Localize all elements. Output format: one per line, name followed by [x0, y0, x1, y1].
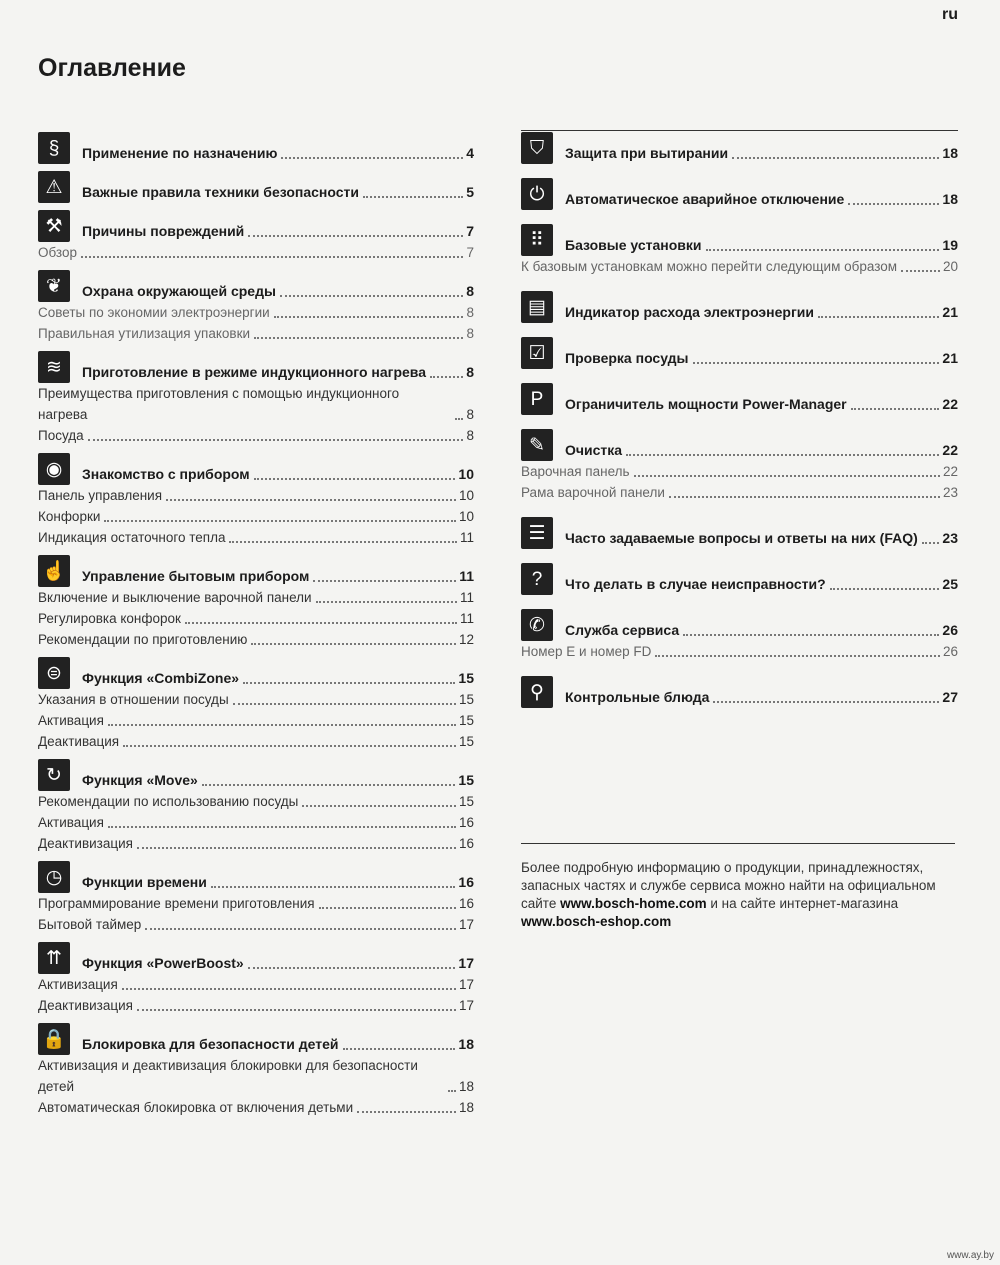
- toc-subentry-label: Номер E и номер FD: [521, 644, 652, 659]
- toc-heading-label: Автоматическое аварийное отключение: [565, 191, 845, 207]
- toc-subentry[interactable]: [38, 893, 474, 914]
- toc-page-number: 18: [458, 1100, 474, 1115]
- toc-page-number: 17: [458, 955, 474, 971]
- toc-subentry-label: Программирование времени приготовления: [38, 896, 315, 911]
- toc-heading[interactable]: [82, 210, 474, 242]
- hammer-icon: ⚒: [38, 210, 70, 242]
- toc-page-number: 8: [466, 326, 474, 341]
- toc-subentry-label: Активация: [38, 713, 104, 728]
- toc-section: [521, 132, 958, 164]
- toc-section: [521, 517, 958, 549]
- toc-page-number: 21: [942, 350, 958, 366]
- dot-leader: [123, 745, 456, 747]
- toc-subentry[interactable]: [38, 302, 474, 323]
- toc-subentry-label: Деактивизация: [38, 836, 133, 851]
- toc-heading[interactable]: [565, 517, 958, 549]
- toc-heading-label: Служба сервиса: [565, 622, 680, 638]
- toc-page-number: 18: [458, 1036, 474, 1052]
- toc-subentry-label: Указания в отношении посуды: [38, 692, 229, 707]
- toc-section: [521, 224, 958, 277]
- toc-subentry-label: Деактивизация: [38, 998, 133, 1013]
- toc-heading[interactable]: [565, 383, 958, 415]
- dot-leader: [122, 988, 456, 990]
- toc-page-number: 17: [458, 977, 474, 992]
- toc-heading[interactable]: [82, 657, 474, 689]
- hand-cooktop-icon: ☝: [38, 555, 70, 587]
- toc-subentry[interactable]: [38, 323, 474, 344]
- dot-leader: [137, 1009, 456, 1011]
- eshop-link[interactable]: www.bosch-eshop.com: [521, 914, 672, 929]
- toc-heading[interactable]: [82, 351, 474, 383]
- toc-heading-label: Функция «Move»: [82, 772, 198, 788]
- toc-page-number: 8: [466, 364, 474, 380]
- toc-page-number: 8: [466, 428, 474, 443]
- toc-heading[interactable]: [82, 759, 474, 791]
- info-text-2: и на сайте интернет-магазина: [706, 896, 899, 911]
- toc-page-number: 7: [466, 223, 474, 239]
- toc-subentry-label: Советы по экономии электроэнергии: [38, 305, 270, 320]
- toc-heading[interactable]: [565, 429, 958, 461]
- powerboost-icon: ⇈: [38, 942, 70, 974]
- toc-heading-label: Важные правила техники безопасности: [82, 184, 359, 200]
- dot-leader: [166, 499, 456, 501]
- toc-page-number: 11: [459, 590, 474, 605]
- dot-leader: [281, 157, 463, 159]
- dot-leader: [248, 967, 456, 969]
- toc-heading-label: Функции времени: [82, 874, 207, 890]
- toc-subentry[interactable]: [38, 731, 474, 752]
- dot-leader: [830, 588, 940, 590]
- language-code: ru: [942, 6, 958, 23]
- toc-heading[interactable]: [565, 291, 958, 323]
- toc-heading-label: Применение по назначению: [82, 145, 278, 161]
- website-link[interactable]: www.bosch-home.com: [560, 896, 707, 911]
- toc-section: [521, 383, 958, 415]
- toc-subentry-label: Рекомендации по приготовлению: [38, 632, 248, 647]
- toc-subentry[interactable]: [38, 383, 474, 425]
- toc-subentry[interactable]: [38, 1055, 474, 1097]
- toc-subentry[interactable]: [521, 256, 958, 277]
- toc-heading-label: Индикатор расхода электроэнергии: [565, 304, 815, 320]
- dot-leader: [357, 1111, 456, 1113]
- toc-subentry-label: Правильная утилизация упаковки: [38, 326, 251, 341]
- dot-leader: [313, 580, 456, 582]
- toc-page-number: 25: [942, 576, 958, 592]
- dot-leader: [280, 295, 463, 297]
- toc-section: [38, 132, 474, 164]
- toc-heading-label: Причины повреждений: [82, 223, 245, 239]
- telephone-icon: ✆: [521, 609, 553, 641]
- toc-page-number: 15: [458, 670, 474, 686]
- toc-heading[interactable]: [82, 270, 474, 302]
- toc-page-number: 15: [458, 734, 474, 749]
- faq-notebook-icon: ☰: [521, 517, 553, 549]
- dot-leader: [316, 601, 457, 603]
- toc-subentry[interactable]: [38, 527, 474, 548]
- toc-page-number: 15: [458, 772, 474, 788]
- toc-subentry-label: Варочная панель: [521, 464, 630, 479]
- dot-leader: [211, 886, 456, 888]
- toc-heading-label: Базовые установки: [565, 237, 702, 253]
- toc-page-number: 10: [458, 509, 474, 524]
- toc-section: [38, 351, 474, 446]
- toc-heading-label: Знакомство с прибором: [82, 466, 250, 482]
- wipe-protection-icon: ⛉: [521, 132, 553, 164]
- toc-subentry[interactable]: [38, 914, 474, 935]
- toc-page-number: 11: [459, 568, 474, 584]
- toc-subentry-label: Активизация: [38, 977, 118, 992]
- dot-leader: [732, 157, 939, 159]
- toc-heading-label: Функция «CombiZone»: [82, 670, 240, 686]
- toc-subentry-label: Бытовой таймер: [38, 917, 142, 932]
- toc-column-right: [521, 132, 958, 722]
- toc-section: [38, 270, 474, 344]
- toc-column-left: [38, 132, 474, 1125]
- question-icon: ?: [521, 563, 553, 595]
- toc-section: [38, 453, 474, 548]
- toc-heading-label: Управление бытовым прибором: [82, 568, 310, 584]
- toc-page-number: 8: [466, 305, 474, 320]
- toc-section: [38, 861, 474, 935]
- toc-heading-label: Охрана окружающей среды: [82, 283, 276, 299]
- info-paragraph: [521, 859, 951, 931]
- toc-heading[interactable]: [565, 676, 958, 708]
- dot-leader: [229, 541, 457, 543]
- toc-subentry[interactable]: [38, 812, 474, 833]
- dot-leader: [88, 439, 464, 441]
- dot-leader: [254, 337, 463, 339]
- toc-section: [521, 337, 958, 369]
- dot-leader: [185, 622, 457, 624]
- toc-page-number: 23: [942, 485, 958, 500]
- toc-page-number: 10: [458, 466, 474, 482]
- toc-page-number: 18: [942, 191, 958, 207]
- toc-heading-label: Очистка: [565, 442, 623, 458]
- toc-subentry-label: Обзор: [38, 245, 77, 260]
- keypad-icon: ⠿: [521, 224, 553, 256]
- toc-page-number: 26: [942, 622, 958, 638]
- toc-subentry-label: Конфорки: [38, 509, 101, 524]
- toc-page-number: 23: [942, 530, 958, 546]
- dot-leader: [634, 475, 940, 477]
- dot-leader: [706, 249, 940, 251]
- cleaning-icon: ✎: [521, 429, 553, 461]
- toc-page-number: 15: [458, 692, 474, 707]
- toc-section: [38, 942, 474, 1016]
- toc-heading[interactable]: [565, 132, 958, 164]
- auto-shutoff-icon: ⏻: [521, 178, 553, 210]
- toc-subentry[interactable]: [521, 461, 958, 482]
- toc-subentry[interactable]: [38, 485, 474, 506]
- dot-leader: [243, 682, 455, 684]
- toc-page-number: 16: [458, 836, 474, 851]
- toc-heading[interactable]: [565, 178, 958, 210]
- toc-heading[interactable]: [82, 171, 474, 203]
- toc-page-number: 22: [942, 396, 958, 412]
- toc-page-number: 18: [942, 145, 958, 161]
- dot-leader: [626, 454, 939, 456]
- toc-section: [521, 609, 958, 662]
- toc-subentry-label: Деактивация: [38, 734, 120, 749]
- toc-subentry-label: Автоматическая блокировка от включения детьми: [38, 1100, 354, 1115]
- dot-leader: [81, 256, 463, 258]
- toc-page-number: 17: [458, 917, 474, 932]
- padlock-icon: 🔒: [38, 1023, 70, 1055]
- warning-triangle-icon: ⚠: [38, 171, 70, 203]
- section-hand-icon: §: [38, 132, 70, 164]
- dot-leader: [145, 928, 456, 930]
- dot-leader: [901, 270, 940, 272]
- toc-heading[interactable]: [565, 224, 958, 256]
- dot-leader: [655, 655, 940, 657]
- toc-heading-label: Ограничитель мощности Power-Manager: [565, 396, 847, 412]
- leaf-icon: ❦: [38, 270, 70, 302]
- toc-page-number: 7: [466, 245, 474, 260]
- dot-leader: [713, 701, 939, 703]
- dot-leader: [274, 316, 464, 318]
- toc-page-number: 19: [942, 237, 958, 253]
- move-icon: ↻: [38, 759, 70, 791]
- toc-heading-label: Блокировка для безопасности детей: [82, 1036, 339, 1052]
- toc-heading-label: Защита при вытирании: [565, 145, 729, 161]
- toc-subentry-label: Индикация остаточного тепла: [38, 530, 226, 545]
- toc-subentry-label: Рама варочной панели: [521, 485, 665, 500]
- toc-heading-label: Проверка посуды: [565, 350, 689, 366]
- dot-leader: [848, 203, 939, 205]
- dot-leader: [455, 418, 463, 420]
- toc-subentry[interactable]: [38, 425, 474, 446]
- toc-subentry[interactable]: [38, 1097, 474, 1118]
- toc-heading[interactable]: [82, 555, 474, 587]
- divider: [521, 130, 958, 131]
- toc-page-number: 18: [458, 1079, 474, 1094]
- toc-heading-label: Часто задаваемые вопросы и ответы на них (FAQ): [565, 530, 918, 546]
- page-title: Оглавление: [38, 54, 186, 82]
- dot-leader: [108, 724, 456, 726]
- toc-page-number: 20: [942, 259, 958, 274]
- toc-page-number: 4: [466, 145, 474, 161]
- toc-heading[interactable]: [82, 132, 474, 164]
- toc-subentry-label: Активация: [38, 815, 104, 830]
- toc-page-number: 11: [459, 530, 474, 545]
- toc-section: [38, 555, 474, 650]
- dot-leader: [104, 520, 456, 522]
- dot-leader: [363, 196, 463, 198]
- toc-subentry[interactable]: [38, 506, 474, 527]
- toc-section: [521, 563, 958, 595]
- toc-subentry[interactable]: [38, 791, 474, 812]
- toc-subentry-label: Включение и выключение варочной панели: [38, 590, 312, 605]
- toc-subentry[interactable]: [38, 242, 474, 263]
- toc-heading-label: Приготовление в режиме индукционного нагрева: [82, 364, 427, 380]
- toc-subentry[interactable]: [38, 608, 474, 629]
- toc-section: [38, 759, 474, 854]
- toc-subentry[interactable]: [38, 587, 474, 608]
- toc-page-number: 8: [466, 283, 474, 299]
- toc-section: [521, 178, 958, 210]
- dot-leader: [669, 496, 940, 498]
- toc-section: [38, 210, 474, 263]
- induction-coil-icon: ≋: [38, 351, 70, 383]
- toc-heading[interactable]: [82, 861, 474, 893]
- toc-section: [38, 657, 474, 752]
- toc-page-number: 17: [458, 998, 474, 1013]
- dot-leader: [233, 703, 456, 705]
- toc-page-number: 22: [942, 464, 958, 479]
- toc-heading-label: Контрольные блюда: [565, 689, 710, 705]
- toc-page-number: 27: [942, 689, 958, 705]
- dot-leader: [251, 643, 456, 645]
- toc-heading-label: Что делать в случае неисправности?: [565, 576, 826, 592]
- toc-subentry-label: Активизация и деактивизация блокировки для безопасности детей: [38, 1058, 418, 1094]
- toc-heading-label: Функция «PowerBoost»: [82, 955, 244, 971]
- toc-page-number: 26: [942, 644, 958, 659]
- toc-page-number: 16: [458, 815, 474, 830]
- toc-heading[interactable]: [565, 337, 958, 369]
- toc-section: [38, 1023, 474, 1118]
- toc-subentry-label: Регулировка конфорок: [38, 611, 181, 626]
- toc-page-number: 21: [942, 304, 958, 320]
- toc-heading[interactable]: [82, 942, 474, 974]
- dot-leader: [202, 784, 456, 786]
- toc-subentry-label: Панель управления: [38, 488, 163, 503]
- dot-leader: [851, 408, 940, 410]
- toc-subentry-label: Рекомендации по использованию посуды: [38, 794, 299, 809]
- dot-leader: [319, 907, 456, 909]
- toc-section: [38, 171, 474, 203]
- energy-meter-icon: ▤: [521, 291, 553, 323]
- toc-subentry[interactable]: [38, 974, 474, 995]
- dot-leader: [922, 542, 940, 544]
- dot-leader: [430, 376, 463, 378]
- dot-leader: [248, 235, 463, 237]
- toc-heading[interactable]: [565, 563, 958, 595]
- dot-leader: [448, 1090, 456, 1092]
- toc-subentry[interactable]: [38, 710, 474, 731]
- toc-page-number: 5: [466, 184, 474, 200]
- toc-page-number: 15: [458, 713, 474, 728]
- magnifier-icon: ⚲: [521, 676, 553, 708]
- toc-page-number: 15: [458, 794, 474, 809]
- toc-page-number: 16: [458, 896, 474, 911]
- toc-subentry-label: К базовым установкам можно перейти следующим образом: [521, 259, 898, 274]
- toc-page-number: 12: [458, 632, 474, 647]
- toc-section: [521, 676, 958, 708]
- toc-subentry[interactable]: [521, 482, 958, 503]
- dot-leader: [302, 805, 456, 807]
- info-text-1: Более подробную информацию о продукции, принадлежностях, запасных частях и службе сервиса можно найти на официальном сайте: [521, 860, 936, 911]
- toc-page-number: 22: [942, 442, 958, 458]
- toc-heading[interactable]: [82, 1023, 474, 1055]
- dot-leader: [818, 316, 939, 318]
- toc-subentry[interactable]: [38, 689, 474, 710]
- combizone-icon: ⊜: [38, 657, 70, 689]
- dot-leader: [693, 362, 940, 364]
- timer-icon: ◷: [38, 861, 70, 893]
- toc-subentry-label: Посуда: [38, 428, 84, 443]
- toc-subentry[interactable]: [38, 833, 474, 854]
- dot-leader: [254, 478, 456, 480]
- toc-subentry[interactable]: [521, 641, 958, 662]
- dot-leader: [343, 1048, 456, 1050]
- toc-page-number: 11: [459, 611, 474, 626]
- toc-section: [521, 429, 958, 503]
- divider: [521, 843, 955, 844]
- dot-leader: [137, 847, 456, 849]
- toc-subentry[interactable]: [38, 995, 474, 1016]
- eye-icon: ◉: [38, 453, 70, 485]
- cookware-check-icon: ☑: [521, 337, 553, 369]
- toc-subentry[interactable]: [38, 629, 474, 650]
- watermark: www.ay.by: [946, 1250, 994, 1261]
- toc-page-number: 8: [466, 407, 474, 422]
- toc-page-number: 16: [458, 874, 474, 890]
- toc-page-number: 10: [458, 488, 474, 503]
- toc-subentry-label: Преимущества приготовления с помощью индукционного нагрева: [38, 386, 400, 422]
- dot-leader: [683, 634, 939, 636]
- power-manager-icon: P: [521, 383, 553, 415]
- toc-section: [521, 291, 958, 323]
- toc-heading[interactable]: [82, 453, 474, 485]
- dot-leader: [108, 826, 456, 828]
- toc-heading[interactable]: [565, 609, 958, 641]
